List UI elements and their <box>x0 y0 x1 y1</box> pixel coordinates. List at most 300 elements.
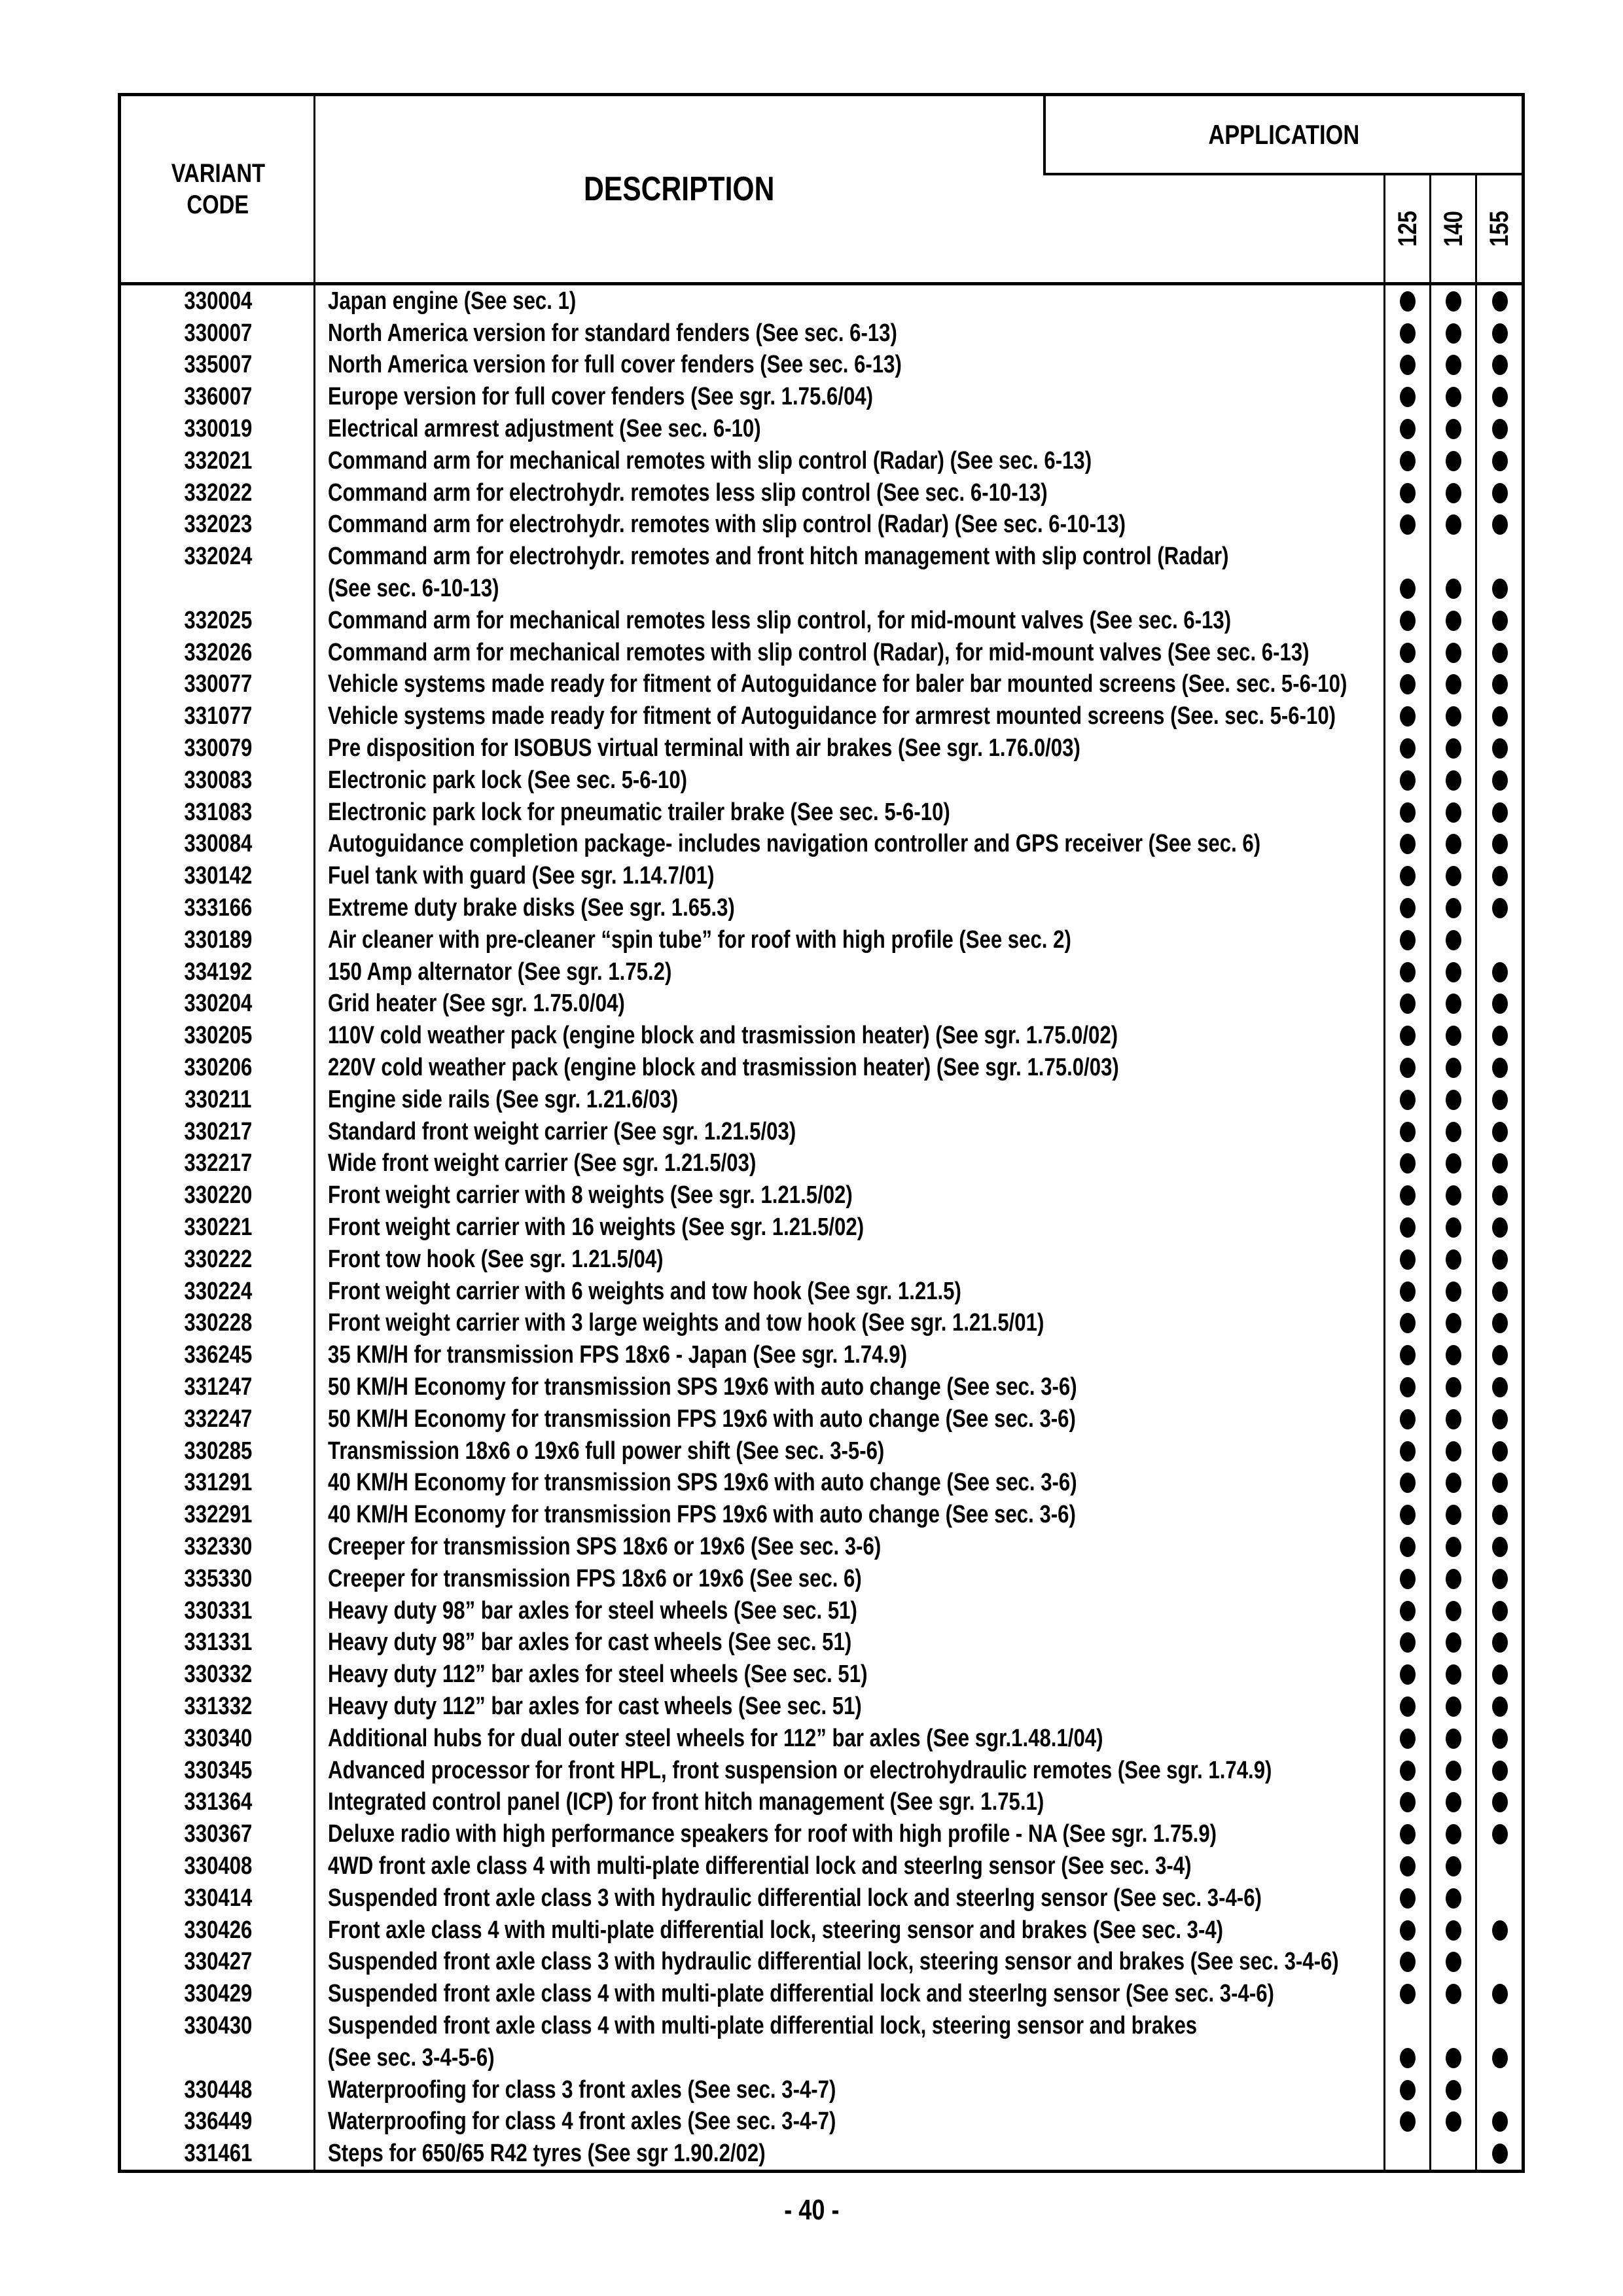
description-value: 110V cold weather pack (engine block and trasmission heater) (See sgr. 1.75.0/02) <box>328 1022 1118 1050</box>
application-dot <box>1446 1090 1461 1110</box>
application-dot <box>1400 1217 1416 1238</box>
variant-code-cell <box>121 1850 315 1882</box>
variant-table <box>118 93 1525 2173</box>
application-cell-155 <box>1476 2010 1522 2042</box>
table-row <box>121 1882 1522 1914</box>
description-value: Command arm for electrohydr. remotes less slip control (See sec. 6-10-13) <box>328 478 1048 507</box>
application-cell-155 <box>1476 381 1522 413</box>
application-cell-155 <box>1476 1116 1522 1148</box>
application-cell-125 <box>1385 1308 1431 1340</box>
application-cell-140 <box>1431 1244 1476 1276</box>
description-value: Command arm for mechanical remotes less slip control, for mid-mount valves (See sec. 6-13) <box>328 606 1232 634</box>
description-value: Waterproofing for class 4 front axles (See sec. 3-4-7) <box>328 2108 836 2136</box>
description-value: (See sec. 3-4-5-6) <box>328 2043 495 2072</box>
application-dot <box>1400 674 1416 694</box>
description-header-cell <box>315 96 1043 282</box>
application-cell-125 <box>1385 1786 1431 1818</box>
table-row <box>121 1691 1522 1723</box>
application-dot <box>1492 1058 1508 1078</box>
description-value: 50 KM/H Economy for transmission SPS 19x6 with auto change (See sec. 3-6) <box>328 1372 1077 1401</box>
description-value: Extreme duty brake disks (See sgr. 1.65.3) <box>328 894 735 922</box>
application-cell-140 <box>1431 797 1476 829</box>
variant-code-value: 330211 <box>184 1085 252 1113</box>
description-cell <box>315 1531 1385 1563</box>
application-dot <box>1492 1249 1508 1270</box>
variant-code-value: 330427 <box>184 1948 252 1976</box>
description-value: (See sec. 6-10-13) <box>328 575 499 603</box>
description-cell <box>315 1244 1385 1276</box>
application-dot <box>1400 355 1416 375</box>
application-cell-125 <box>1385 1850 1431 1882</box>
description-cell <box>315 700 1385 732</box>
application-cell-155 <box>1476 1946 1522 1978</box>
application-cell-140 <box>1431 1946 1476 1978</box>
application-cell-155 <box>1476 1595 1522 1627</box>
application-cell-140 <box>1431 285 1476 317</box>
application-cell-155 <box>1476 413 1522 445</box>
description-value: Command arm for electrohydr. remotes with slip control (Radar) (See sec. 6-10-13) <box>328 511 1126 539</box>
application-dot <box>1400 1696 1416 1717</box>
application-dot <box>1492 2111 1508 2132</box>
application-cell-140 <box>1431 1882 1476 1914</box>
description-value: Front tow hook (See sgr. 1.21.5/04) <box>328 1245 664 1273</box>
application-dot <box>1400 1984 1416 2004</box>
variant-code-cell <box>121 1818 315 1850</box>
application-dot <box>1400 1632 1416 1653</box>
application-cell-125 <box>1385 477 1431 509</box>
application-dot <box>1492 674 1508 694</box>
application-cell-140 <box>1431 669 1476 701</box>
application-cell-155 <box>1476 1467 1522 1499</box>
table-row <box>121 1786 1522 1818</box>
variant-code-value: 331461 <box>184 2140 252 2168</box>
table-row <box>121 605 1522 637</box>
application-dot <box>1492 1026 1508 1046</box>
application-dot <box>1492 898 1508 918</box>
description-cell <box>315 829 1385 861</box>
application-cell-155 <box>1476 1020 1522 1052</box>
application-dot <box>1492 1153 1508 1174</box>
application-dot <box>1400 1441 1416 1462</box>
application-dot <box>1400 930 1416 950</box>
application-dot <box>1400 1185 1416 1206</box>
application-cell-125 <box>1385 1276 1431 1308</box>
application-dot <box>1492 1569 1508 1589</box>
description-value: Wide front weight carrier (See sgr. 1.21.5/03) <box>328 1149 757 1177</box>
application-dot <box>1400 451 1416 471</box>
application-dot <box>1492 1217 1508 1238</box>
application-cell-125 <box>1385 1467 1431 1499</box>
description-value: Suspended front axle class 3 with hydraulic differential lock and steerlng sensor (See sec. 3-4-6) <box>328 1884 1262 1912</box>
variant-code-value: 330224 <box>184 1277 252 1305</box>
application-dot <box>1400 1601 1416 1621</box>
application-dot <box>1400 387 1416 407</box>
variant-code-value: 332026 <box>184 638 252 666</box>
variant-code-cell <box>121 764 315 797</box>
application-cell-125 <box>1385 541 1431 573</box>
application-dot <box>1400 1664 1416 1685</box>
variant-code-value: 330004 <box>184 287 252 315</box>
application-cell-125 <box>1385 860 1431 892</box>
application-dot <box>1492 643 1508 663</box>
application-dot <box>1492 451 1508 471</box>
variant-code-value: 330189 <box>184 925 252 954</box>
application-dot <box>1446 1122 1461 1142</box>
application-cell-140 <box>1431 605 1476 637</box>
variant-code-value: 331077 <box>184 702 252 730</box>
application-dot <box>1492 1632 1508 1653</box>
application-dot <box>1400 1122 1416 1142</box>
model-label-155: 155 <box>1485 211 1514 247</box>
application-cell-155 <box>1476 956 1522 988</box>
application-cell-125 <box>1385 1626 1431 1659</box>
variant-code-value: 330429 <box>184 1980 252 2008</box>
application-cell-140 <box>1431 1308 1476 1340</box>
application-header-cell <box>1043 96 1522 175</box>
description-cell <box>315 2042 1385 2074</box>
table-row <box>121 829 1522 861</box>
application-dot <box>1400 1952 1416 1972</box>
application-cell-125 <box>1385 2010 1431 2042</box>
application-dot <box>1446 1537 1461 1557</box>
application-dot <box>1492 611 1508 631</box>
application-dot <box>1400 323 1416 344</box>
application-dot <box>1492 1537 1508 1557</box>
application-cell-125 <box>1385 1020 1431 1052</box>
description-cell <box>315 2138 1385 2170</box>
application-cell-140 <box>1431 1052 1476 1084</box>
variant-code-cell <box>121 541 315 573</box>
description-cell <box>315 381 1385 413</box>
table-row <box>121 509 1522 541</box>
application-cell-125 <box>1385 764 1431 797</box>
application-cell-155 <box>1476 1626 1522 1659</box>
application-cell-140 <box>1431 2106 1476 2138</box>
application-cell-155 <box>1476 445 1522 477</box>
application-cell-155 <box>1476 1244 1522 1276</box>
table-row <box>121 1626 1522 1659</box>
application-cell-125 <box>1385 700 1431 732</box>
table-row <box>121 1084 1522 1116</box>
application-dot <box>1492 1761 1508 1781</box>
application-cell-140 <box>1431 732 1476 764</box>
application-dot <box>1492 802 1508 823</box>
application-cell-155 <box>1476 1755 1522 1787</box>
application-cell-140 <box>1431 700 1476 732</box>
variant-code-cell <box>121 445 315 477</box>
variant-code-cell <box>121 797 315 829</box>
table-row <box>121 1595 1522 1627</box>
description-cell <box>315 285 1385 317</box>
application-dot <box>1400 1729 1416 1749</box>
description-value: Standard front weight carrier (See sgr. 1.21.5/03) <box>328 1117 796 1145</box>
application-dot <box>1446 1345 1461 1365</box>
application-cell-155 <box>1476 1179 1522 1211</box>
description-cell <box>315 1978 1385 2010</box>
application-dot <box>1492 1090 1508 1110</box>
application-cell-155 <box>1476 860 1522 892</box>
application-dot <box>1492 1345 1508 1365</box>
table-row <box>121 1020 1522 1052</box>
table-row <box>121 988 1522 1020</box>
application-dot <box>1446 419 1461 439</box>
application-cell-155 <box>1476 285 1522 317</box>
application-cell-155 <box>1476 1818 1522 1850</box>
description-cell <box>315 2010 1385 2042</box>
application-dot <box>1400 1537 1416 1557</box>
variant-code-cell <box>121 573 315 605</box>
variant-code-value: 331083 <box>184 798 252 826</box>
application-cell-140 <box>1431 2138 1476 2170</box>
application-cell-140 <box>1431 1786 1476 1818</box>
application-dot <box>1446 866 1461 886</box>
application-cell-140 <box>1431 1850 1476 1882</box>
description-value: Pre disposition for ISOBUS virtual terminal with air brakes (See sgr. 1.76.0/03) <box>328 734 1080 762</box>
application-dot <box>1446 1856 1461 1876</box>
description-value: North America version for full cover fenders (See sec. 6-13) <box>328 351 902 379</box>
table-row <box>121 1723 1522 1755</box>
application-cell-140 <box>1431 1563 1476 1595</box>
application-dot <box>1492 706 1508 726</box>
application-cell-125 <box>1385 1403 1431 1435</box>
application-cell-155 <box>1476 1499 1522 1531</box>
application-dot <box>1400 962 1416 982</box>
application-cell-155 <box>1476 1403 1522 1435</box>
description-cell <box>315 988 1385 1020</box>
description-value: Advanced processor for front HPL, front suspension or electrohydraulic remotes (See sgr. 1.74.9) <box>328 1756 1272 1784</box>
application-cell-140 <box>1431 1531 1476 1563</box>
application-cell-125 <box>1385 1499 1431 1531</box>
variant-code-value: 332022 <box>184 478 252 507</box>
variant-code-value: 330228 <box>184 1309 252 1337</box>
application-dot <box>1400 738 1416 759</box>
application-cell-125 <box>1385 1084 1431 1116</box>
application-dot <box>1492 1824 1508 1844</box>
application-dot <box>1446 611 1461 631</box>
table-row <box>121 2106 1522 2138</box>
variant-code-value: 331247 <box>184 1372 252 1401</box>
application-dot <box>1446 2080 1461 2100</box>
variant-code-value: 330206 <box>184 1054 252 1082</box>
variant-code-value: 330345 <box>184 1756 252 1784</box>
variant-code-cell <box>121 1339 315 1371</box>
application-dot <box>1400 1090 1416 1110</box>
variant-code-value: 332247 <box>184 1405 252 1433</box>
application-cell-125 <box>1385 1116 1431 1148</box>
variant-code-value: 330077 <box>184 670 252 698</box>
table-row <box>121 1499 1522 1531</box>
application-dot <box>1446 323 1461 344</box>
application-cell-125 <box>1385 2042 1431 2074</box>
table-row <box>121 413 1522 445</box>
application-cell-140 <box>1431 381 1476 413</box>
description-value: Creeper for transmission SPS 18x6 or 19x6 (See sec. 3-6) <box>328 1532 882 1560</box>
application-cell-125 <box>1385 1691 1431 1723</box>
application-dot <box>1446 1441 1461 1462</box>
variant-code-cell <box>121 669 315 701</box>
table-row <box>121 1946 1522 1978</box>
description-cell <box>315 1882 1385 1914</box>
application-cell-125 <box>1385 1244 1431 1276</box>
variant-code-cell <box>121 1116 315 1148</box>
application-cell-125 <box>1385 2106 1431 2138</box>
application-dot <box>1492 291 1508 312</box>
application-dot <box>1400 1856 1416 1876</box>
table-row <box>121 1339 1522 1371</box>
application-dot <box>1400 1792 1416 1812</box>
description-value: Front weight carrier with 8 weights (See sgr. 1.21.5/02) <box>328 1181 853 1210</box>
description-cell <box>315 350 1385 382</box>
application-cell-155 <box>1476 829 1522 861</box>
description-value: Suspended front axle class 3 with hydraulic differential lock, steering sensor and brakes (See sec. 3-4-6) <box>328 1948 1339 1976</box>
variant-code-cell <box>121 1179 315 1211</box>
table-row <box>121 797 1522 829</box>
application-cell-140 <box>1431 860 1476 892</box>
description-value: Electronic park lock for pneumatic trailer brake (See sec. 5-6-10) <box>328 798 950 826</box>
application-dot <box>1446 1249 1461 1270</box>
application-dot <box>1400 2048 1416 2068</box>
variant-code-cell <box>121 732 315 764</box>
variant-code-value: 330408 <box>184 1852 252 1880</box>
application-dot <box>1446 770 1461 791</box>
description-value: Command arm for mechanical remotes with slip control (Radar) (See sec. 6-13) <box>328 446 1092 475</box>
table-row <box>121 2010 1522 2042</box>
application-dot <box>1446 1824 1461 1844</box>
description-value: Heavy duty 98” bar axles for cast wheels (See sec. 51) <box>328 1628 852 1657</box>
application-cell-140 <box>1431 764 1476 797</box>
variant-code-cell <box>121 892 315 924</box>
description-cell <box>315 1723 1385 1755</box>
description-cell <box>315 797 1385 829</box>
application-dot <box>1492 866 1508 886</box>
application-cell-125 <box>1385 285 1431 317</box>
application-dot <box>1400 1026 1416 1046</box>
application-dot <box>1492 1601 1508 1621</box>
description-value: Heavy duty 98” bar axles for steel wheels (See sec. 51) <box>328 1596 857 1624</box>
application-cell-155 <box>1476 350 1522 382</box>
application-cell-140 <box>1431 1339 1476 1371</box>
variant-code-value: 331364 <box>184 1788 252 1816</box>
application-dot <box>1400 1058 1416 1078</box>
application-dot <box>1446 994 1461 1014</box>
variant-code-cell <box>121 1659 315 1691</box>
application-cell-125 <box>1385 1595 1431 1627</box>
application-dot <box>1446 1377 1461 1397</box>
application-dot <box>1400 1313 1416 1333</box>
application-cell-140 <box>1431 317 1476 350</box>
variant-code-value: 335007 <box>184 351 252 379</box>
description-value: Fuel tank with guard (See sgr. 1.14.7/01) <box>328 862 715 890</box>
table-row <box>121 1467 1522 1499</box>
application-dot <box>1492 1377 1508 1397</box>
variant-code-cell <box>121 1467 315 1499</box>
description-cell <box>315 1818 1385 1850</box>
application-dot <box>1400 2111 1416 2132</box>
application-dot <box>1400 1473 1416 1493</box>
variant-code-cell <box>121 860 315 892</box>
application-cell-125 <box>1385 1531 1431 1563</box>
table-row <box>121 1148 1522 1180</box>
variant-code-cell <box>121 700 315 732</box>
application-cell-125 <box>1385 1946 1431 1978</box>
application-dot <box>1446 1026 1461 1046</box>
application-dot <box>1446 930 1461 950</box>
description-cell <box>315 1467 1385 1499</box>
application-dot <box>1446 1888 1461 1909</box>
application-cell-140 <box>1431 1403 1476 1435</box>
application-cell-125 <box>1385 413 1431 445</box>
description-value: Front weight carrier with 16 weights (See sgr. 1.21.5/02) <box>328 1213 865 1241</box>
application-cell-155 <box>1476 317 1522 350</box>
application-cell-155 <box>1476 1052 1522 1084</box>
application-dot <box>1400 2080 1416 2100</box>
application-cell-125 <box>1385 445 1431 477</box>
variant-code-cell <box>121 1499 315 1531</box>
application-dot <box>1446 1153 1461 1174</box>
application-cell-125 <box>1385 317 1431 350</box>
description-cell <box>315 477 1385 509</box>
variant-code-value: 332025 <box>184 606 252 634</box>
description-value: 4WD front axle class 4 with multi-plate differential lock and steerlng sensor (See sec. 3-4) <box>328 1852 1192 1880</box>
application-cell-140 <box>1431 2010 1476 2042</box>
description-value: Heavy duty 112” bar axles for steel wheels (See sec. 51) <box>328 1660 868 1689</box>
application-cell-155 <box>1476 1339 1522 1371</box>
description-cell <box>315 1914 1385 1946</box>
description-cell <box>315 860 1385 892</box>
application-cell-155 <box>1476 1882 1522 1914</box>
application-dot <box>1446 1569 1461 1589</box>
table-row <box>121 924 1522 956</box>
application-cell-140 <box>1431 1914 1476 1946</box>
application-cell-125 <box>1385 956 1431 988</box>
application-cell-140 <box>1431 350 1476 382</box>
description-value: Grid heater (See sgr. 1.75.0/04) <box>328 990 625 1018</box>
application-dot <box>1400 1824 1416 1844</box>
application-cell-155 <box>1476 797 1522 829</box>
application-cell-125 <box>1385 924 1431 956</box>
variant-code-cell <box>121 2138 315 2170</box>
variant-code-value: 330414 <box>184 1884 252 1912</box>
description-cell <box>315 1595 1385 1627</box>
variant-code-cell <box>121 1084 315 1116</box>
application-cell-155 <box>1476 2138 1522 2170</box>
application-cell-155 <box>1476 573 1522 605</box>
application-cell-140 <box>1431 956 1476 988</box>
application-dot <box>1492 514 1508 535</box>
description-value: Suspended front axle class 4 with multi-plate differential lock, steering sensor and brakes <box>328 2011 1198 2039</box>
variant-code-value: 330331 <box>184 1596 252 1624</box>
description-cell <box>315 1435 1385 1467</box>
application-dot <box>1400 866 1416 886</box>
application-cell-155 <box>1476 541 1522 573</box>
description-cell <box>315 1052 1385 1084</box>
application-cell-155 <box>1476 1659 1522 1691</box>
variant-code-value: 330332 <box>184 1660 252 1689</box>
variant-code-value: 331291 <box>184 1469 252 1497</box>
description-value: Europe version for full cover fenders (See sgr. 1.75.6/04) <box>328 383 873 411</box>
application-dot <box>1492 738 1508 759</box>
application-cell-140 <box>1431 1148 1476 1180</box>
description-cell <box>315 1211 1385 1244</box>
application-cell-140 <box>1431 413 1476 445</box>
application-dot <box>1446 834 1461 854</box>
description-value: Front weight carrier with 6 weights and tow hook (See sgr. 1.21.5) <box>328 1277 961 1305</box>
variant-code-value: 330083 <box>184 766 252 794</box>
application-cell-140 <box>1431 1755 1476 1787</box>
application-cell-155 <box>1476 1308 1522 1340</box>
variant-code-cell <box>121 1723 315 1755</box>
application-dot <box>1446 1664 1461 1685</box>
